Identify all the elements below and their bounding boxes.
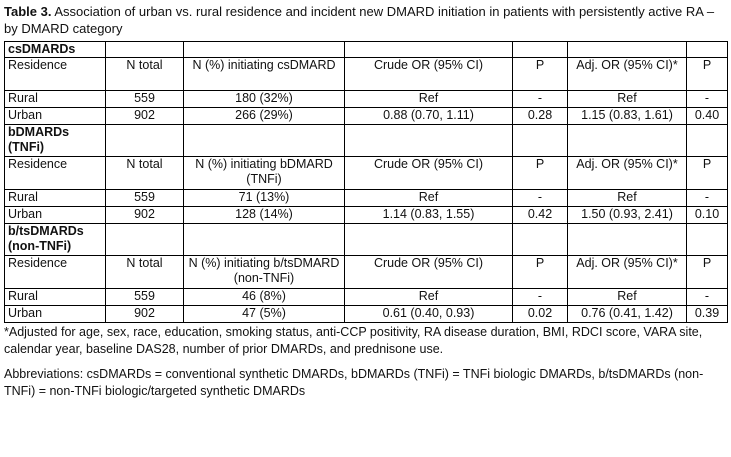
- empty-cell: [513, 125, 568, 157]
- column-header: N (%) initiating csDMARD: [184, 58, 345, 91]
- table-cell: Rural: [5, 190, 106, 207]
- empty-cell: [513, 42, 568, 58]
- column-header: N total: [106, 58, 184, 91]
- table-cell: 0.88 (0.70, 1.11): [345, 108, 513, 125]
- table-cell: 559: [106, 91, 184, 108]
- empty-cell: [184, 42, 345, 58]
- table-cell: -: [513, 289, 568, 306]
- empty-cell: [513, 224, 568, 256]
- table-cell: -: [687, 91, 728, 108]
- column-header-row: [5, 157, 728, 190]
- table-cell: 0.40: [687, 108, 728, 125]
- column-header: P: [687, 58, 728, 91]
- column-header: P: [513, 157, 568, 190]
- table-cell: Urban: [5, 108, 106, 125]
- table-cell: -: [513, 91, 568, 108]
- column-header: Adj. OR (95% CI)*: [568, 58, 687, 91]
- empty-cell: [184, 224, 345, 256]
- table-cell: Urban: [5, 306, 106, 323]
- table-cell: 0.28: [513, 108, 568, 125]
- table-cell: 0.02: [513, 306, 568, 323]
- empty-cell: [568, 42, 687, 58]
- column-header: N total: [106, 157, 184, 190]
- caption-text: Association of urban vs. rural residence and incident new DMARD initiation in patients with persistently active RA – by DMARD category: [4, 4, 715, 36]
- table-cell: 0.39: [687, 306, 728, 323]
- table-cell: 0.42: [513, 207, 568, 224]
- column-header-row: [5, 58, 728, 91]
- column-header: N (%) initiating b/tsDMARD (non-TNFi): [184, 256, 345, 289]
- table-cell: 47 (5%): [184, 306, 345, 323]
- table-cell: -: [687, 289, 728, 306]
- column-header: P: [513, 256, 568, 289]
- table-cell: 0.61 (0.40, 0.93): [345, 306, 513, 323]
- empty-cell: [345, 42, 513, 58]
- table-cell: 266 (29%): [184, 108, 345, 125]
- section-title: csDMARDs: [5, 42, 106, 58]
- column-header: N total: [106, 256, 184, 289]
- column-header-row: [5, 256, 728, 289]
- table-cell: 902: [106, 108, 184, 125]
- column-header: Crude OR (95% CI): [345, 157, 513, 190]
- table-cell: Urban: [5, 207, 106, 224]
- table-cell: 1.15 (0.83, 1.61): [568, 108, 687, 125]
- table-cell: Ref: [568, 190, 687, 207]
- table-cell: 128 (14%): [184, 207, 345, 224]
- table-caption: [4, 3, 727, 37]
- empty-cell: [687, 42, 728, 58]
- table-cell: 1.14 (0.83, 1.55): [345, 207, 513, 224]
- section-header-row: [5, 125, 728, 157]
- empty-cell: [568, 224, 687, 256]
- section-title: b/tsDMARDs (non-TNFi): [5, 224, 106, 256]
- abbreviations-note: Abbreviations: csDMARDs = conventional synthetic DMARDs, bDMARDs (TNFi) = TNFi biologic DMARDs, b/tsDMARDs (non-TNFi) = non-TNFi biologic/targeted synthetic DMARDs: [4, 367, 704, 398]
- table-label: Table 3.: [4, 4, 52, 19]
- column-header: Residence: [5, 256, 106, 289]
- table-cell: 559: [106, 190, 184, 207]
- table-row: [5, 108, 728, 125]
- empty-cell: [345, 224, 513, 256]
- table-cell: -: [687, 190, 728, 207]
- table-cell: Ref: [568, 91, 687, 108]
- column-header: Residence: [5, 58, 106, 91]
- table-cell: 1.50 (0.93, 2.41): [568, 207, 687, 224]
- section-header-row: [5, 42, 728, 58]
- table-cell: 180 (32%): [184, 91, 345, 108]
- empty-cell: [106, 42, 184, 58]
- table-cell: 0.10: [687, 207, 728, 224]
- table-row: [5, 289, 728, 306]
- empty-cell: [687, 224, 728, 256]
- column-header: P: [687, 157, 728, 190]
- table-cell: Ref: [345, 289, 513, 306]
- column-header: N (%) initiating bDMARD (TNFi): [184, 157, 345, 190]
- column-header: Adj. OR (95% CI)*: [568, 256, 687, 289]
- column-header: Residence: [5, 157, 106, 190]
- table-cell: 71 (13%): [184, 190, 345, 207]
- empty-cell: [106, 224, 184, 256]
- table-row: [5, 306, 728, 323]
- table-cell: Ref: [568, 289, 687, 306]
- table-cell: 559: [106, 289, 184, 306]
- table-cell: 0.76 (0.41, 1.42): [568, 306, 687, 323]
- table-cell: Ref: [345, 91, 513, 108]
- empty-cell: [106, 125, 184, 157]
- column-header: Crude OR (95% CI): [345, 58, 513, 91]
- table-cell: Ref: [345, 190, 513, 207]
- table-cell: 902: [106, 207, 184, 224]
- table-cell: 46 (8%): [184, 289, 345, 306]
- table-cell: Rural: [5, 289, 106, 306]
- table-row: [5, 207, 728, 224]
- section-header-row: [5, 224, 728, 256]
- table-row: [5, 91, 728, 108]
- table-cell: 902: [106, 306, 184, 323]
- empty-cell: [687, 125, 728, 157]
- results-table: [4, 41, 728, 323]
- column-header: Crude OR (95% CI): [345, 256, 513, 289]
- column-header: Adj. OR (95% CI)*: [568, 157, 687, 190]
- table-row: [5, 190, 728, 207]
- column-header: P: [687, 256, 728, 289]
- section-title: bDMARDs (TNFi): [5, 125, 106, 157]
- footnote: *Adjusted for age, sex, race, education, smoking status, anti-CCP positivity, RA disease duration, BMI, RDCI score, VARA site, calendar year, baseline DAS28, number of prior DMARDs, and prednisone use.: [4, 325, 703, 356]
- table-cell: Rural: [5, 91, 106, 108]
- empty-cell: [345, 125, 513, 157]
- column-header: P: [513, 58, 568, 91]
- empty-cell: [184, 125, 345, 157]
- table-cell: -: [513, 190, 568, 207]
- empty-cell: [568, 125, 687, 157]
